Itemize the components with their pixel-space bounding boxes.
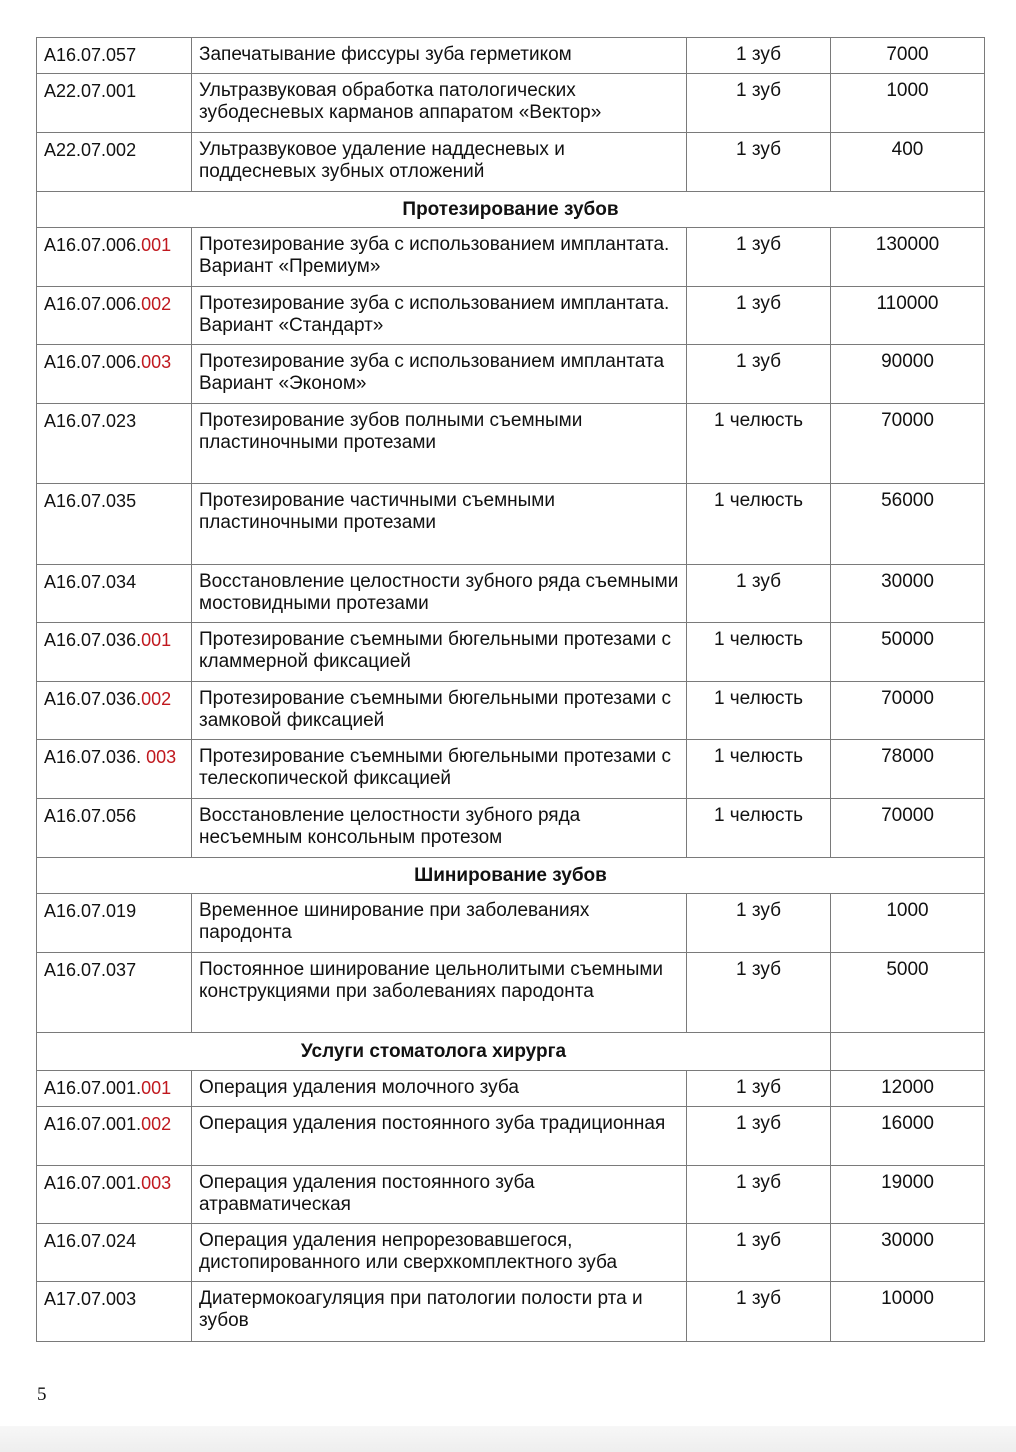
- service-unit: 1 зуб: [687, 894, 831, 953]
- service-code-base: A16.07.019: [44, 901, 137, 921]
- service-code: [37, 1282, 192, 1342]
- service-code-suffix: 002: [141, 689, 172, 709]
- service-name: Протезирование зуба с использованием имплантата. Вариант «Стандарт»: [192, 287, 687, 345]
- service-name: Операция удаления непрорезовавшегося, дистопированного или сверхкомплектного зуба: [192, 1224, 687, 1282]
- service-code: [37, 1166, 192, 1224]
- page-number: 5: [37, 1384, 47, 1405]
- price-table-body: [37, 38, 985, 1342]
- service-code: [37, 682, 192, 740]
- service-price: 56000: [831, 484, 985, 565]
- service-row: [37, 799, 985, 858]
- service-price: 70000: [831, 404, 985, 484]
- service-unit: 1 челюсть: [687, 799, 831, 858]
- service-code: [37, 894, 192, 953]
- section-header-row: [37, 1033, 985, 1071]
- service-code-base: A16.07.036.: [44, 689, 142, 709]
- service-code: [37, 287, 192, 345]
- service-code: [37, 953, 192, 1033]
- service-code-base: A16.07.057: [44, 45, 137, 65]
- service-row: [37, 74, 985, 133]
- service-unit: 1 зуб: [687, 345, 831, 404]
- service-code-suffix: 002: [141, 1114, 172, 1134]
- service-code-base: A22.07.001: [44, 81, 137, 101]
- service-row: [37, 404, 985, 484]
- service-code: [37, 404, 192, 484]
- service-code: [37, 1107, 192, 1166]
- section-title: Шинирование зубов: [37, 858, 985, 894]
- service-code-base: A16.07.035: [44, 491, 137, 511]
- service-code-base: A16.07.034: [44, 572, 137, 592]
- service-unit: 1 зуб: [687, 953, 831, 1033]
- service-row: [37, 345, 985, 404]
- service-name: Восстановление целостности зубного ряда съемными мостовидными протезами: [192, 565, 687, 623]
- service-code-base: A16.07.001.: [44, 1173, 142, 1193]
- service-price: 110000: [831, 287, 985, 345]
- service-price: 12000: [831, 1071, 985, 1107]
- service-price: 1000: [831, 74, 985, 133]
- service-unit: 1 зуб: [687, 1224, 831, 1282]
- service-code-suffix: 001: [141, 630, 172, 650]
- service-row: [37, 1107, 985, 1166]
- service-code-base: A16.07.056: [44, 806, 137, 826]
- service-price: 30000: [831, 1224, 985, 1282]
- service-code-base: A16.07.001.: [44, 1078, 142, 1098]
- service-unit: 1 зуб: [687, 74, 831, 133]
- service-name: Запечатывание фиссуры зуба герметиком: [192, 38, 687, 74]
- service-price: 10000: [831, 1282, 985, 1342]
- service-code-suffix: 003: [141, 1173, 172, 1193]
- service-name: Ультразвуковая обработка патологических зубодесневых карманов аппаратом «Вектор»: [192, 74, 687, 133]
- service-name: Временное шинирование при заболеваниях пародонта: [192, 894, 687, 953]
- service-unit: 1 зуб: [687, 287, 831, 345]
- service-price: 7000: [831, 38, 985, 74]
- service-unit: 1 зуб: [687, 1282, 831, 1342]
- service-code: [37, 133, 192, 192]
- service-price: 78000: [831, 740, 985, 799]
- service-code: [37, 799, 192, 858]
- service-name: Протезирование частичными съемными пластиночными протезами: [192, 484, 687, 565]
- service-name: Операция удаления молочного зуба: [192, 1071, 687, 1107]
- service-code-suffix: 001: [141, 1078, 172, 1098]
- service-price: 50000: [831, 623, 985, 682]
- service-code: [37, 38, 192, 74]
- service-unit: 1 зуб: [687, 38, 831, 74]
- service-code: [37, 345, 192, 404]
- service-unit: 1 челюсть: [687, 623, 831, 682]
- service-row: [37, 682, 985, 740]
- section-title: Протезирование зубов: [37, 192, 985, 228]
- service-name: Протезирование съемными бюгельными протезами с кламмерной фиксацией: [192, 623, 687, 682]
- service-code-base: A16.07.036.: [44, 630, 142, 650]
- service-unit: 1 челюсть: [687, 404, 831, 484]
- service-row: [37, 1224, 985, 1282]
- service-row: [37, 38, 985, 74]
- service-unit: 1 зуб: [687, 1166, 831, 1224]
- service-code-base: A16.07.006.: [44, 294, 142, 314]
- service-row: [37, 228, 985, 287]
- service-code: [37, 565, 192, 623]
- service-row: [37, 894, 985, 953]
- service-code: [37, 1071, 192, 1107]
- service-price: 30000: [831, 565, 985, 623]
- service-name: Протезирование зуба с использованием имплантата Вариант «Эконом»: [192, 345, 687, 404]
- service-name: Операция удаления постоянного зуба атравматическая: [192, 1166, 687, 1224]
- service-price: 1000: [831, 894, 985, 953]
- service-code: [37, 1224, 192, 1282]
- service-price: 400: [831, 133, 985, 192]
- service-code-suffix: 003: [141, 352, 172, 372]
- service-unit: 1 зуб: [687, 1107, 831, 1166]
- service-row: [37, 953, 985, 1033]
- section-header-row: [37, 192, 985, 228]
- service-row: [37, 1282, 985, 1342]
- service-price: 70000: [831, 682, 985, 740]
- service-price: 5000: [831, 953, 985, 1033]
- service-unit: 1 зуб: [687, 133, 831, 192]
- service-price: 19000: [831, 1166, 985, 1224]
- service-code-suffix: 003: [146, 747, 177, 767]
- service-code: [37, 74, 192, 133]
- price-table: [36, 37, 985, 1342]
- viewer-bottom-edge: [0, 1426, 1016, 1452]
- service-code-base: A16.07.037: [44, 960, 137, 980]
- service-code-suffix: 001: [141, 235, 172, 255]
- section-title: Услуги стоматолога хирурга: [37, 1033, 831, 1071]
- service-name: Протезирование съемными бюгельными протезами с телескопической фиксацией: [192, 740, 687, 799]
- service-price: 90000: [831, 345, 985, 404]
- service-name: Протезирование зубов полными съемными пластиночными протезами: [192, 404, 687, 484]
- service-code: [37, 623, 192, 682]
- service-name: Ультразвуковое удаление наддесневых и поддесневых зубных отложений: [192, 133, 687, 192]
- service-unit: 1 челюсть: [687, 682, 831, 740]
- service-name: Восстановление целостности зубного ряда несъемным консольным протезом: [192, 799, 687, 858]
- service-unit: 1 челюсть: [687, 484, 831, 565]
- service-code-base: A16.07.024: [44, 1231, 137, 1251]
- service-code-suffix: 002: [141, 294, 172, 314]
- service-unit: 1 зуб: [687, 228, 831, 287]
- service-row: [37, 287, 985, 345]
- service-price: 70000: [831, 799, 985, 858]
- service-price: 130000: [831, 228, 985, 287]
- service-row: [37, 740, 985, 799]
- service-code-base: A16.07.001.: [44, 1114, 142, 1134]
- service-code: [37, 484, 192, 565]
- service-code: [37, 740, 192, 799]
- service-code-base: A16.07.036.: [44, 747, 147, 767]
- service-name: Протезирование зуба с использованием имплантата. Вариант «Премиум»: [192, 228, 687, 287]
- service-name: Постоянное шинирование цельнолитыми съемными конструкциями при заболеваниях пародонта: [192, 953, 687, 1033]
- service-price: 16000: [831, 1107, 985, 1166]
- service-name: Протезирование съемными бюгельными протезами с замковой фиксацией: [192, 682, 687, 740]
- service-row: [37, 484, 985, 565]
- service-code-base: A22.07.002: [44, 140, 137, 160]
- service-code-base: A16.07.023: [44, 411, 137, 431]
- service-row: [37, 1071, 985, 1107]
- service-code-base: A16.07.006.: [44, 352, 142, 372]
- service-unit: 1 челюсть: [687, 740, 831, 799]
- service-unit: 1 зуб: [687, 565, 831, 623]
- service-row: [37, 1166, 985, 1224]
- section-empty-cell: [831, 1033, 985, 1071]
- service-name: Операция удаления постоянного зуба традиционная: [192, 1107, 687, 1166]
- service-code: [37, 228, 192, 287]
- service-row: [37, 133, 985, 192]
- service-code-base: A17.07.003: [44, 1289, 137, 1309]
- section-header-row: [37, 858, 985, 894]
- service-name: Диатермокоагуляция при патологии полости рта и зубов: [192, 1282, 687, 1342]
- service-row: [37, 565, 985, 623]
- service-code-base: A16.07.006.: [44, 235, 142, 255]
- service-unit: 1 зуб: [687, 1071, 831, 1107]
- service-row: [37, 623, 985, 682]
